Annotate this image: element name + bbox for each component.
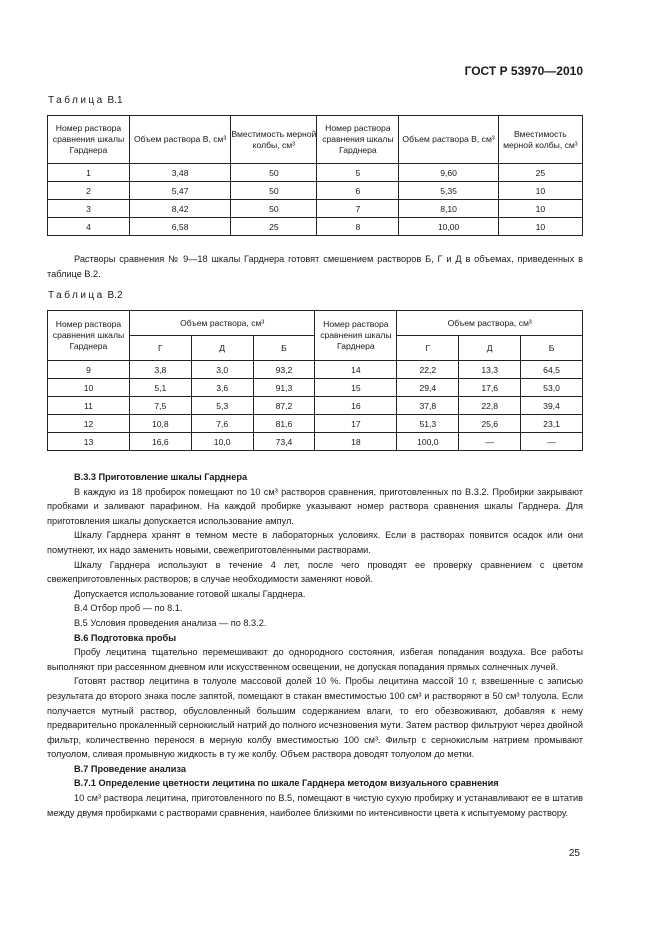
t2-sub-d2: Д [459,336,521,361]
cell: 39,4 [521,397,583,415]
table-row [48,200,583,218]
cell: 16 [315,397,397,415]
page-number: 25 [568,848,580,859]
t1-header-vol: Объем раствора В, см³ [129,116,230,164]
paragraph: Растворы сравнения № 9—18 шкалы Гарднера готовят смешением растворов Б, Г и Д в объемах, приведенных в таблице В.2. [47,254,583,279]
cell: 50 [231,200,317,218]
cell: 9 [48,361,130,379]
cell: 16,6 [129,433,191,451]
cell: 3,48 [129,164,230,182]
cell: 22,2 [397,361,459,379]
paragraph: Шкалу Гарднера используют в течение 4 лет, после чего проводят ее проверку сравнением с цветом свежеприготовленных растворов; в случае необходимости заменяют новой. [47,559,583,585]
t2-header-vol2: Объем раствора, см³ [397,311,583,336]
cell: 10 [498,200,582,218]
t2-sub-d: Д [191,336,253,361]
cell: 18 [315,433,397,451]
table-row [48,415,583,433]
cell: 7,5 [129,397,191,415]
cell: 1 [48,164,130,182]
cell: 73,4 [253,433,315,451]
cell: 22,8 [459,397,521,415]
cell: 23,1 [521,415,583,433]
cell: 100,0 [397,433,459,451]
cell: 5,3 [191,397,253,415]
cell: 10,0 [191,433,253,451]
cell: 91,3 [253,379,315,397]
cell: 5 [317,164,399,182]
cell: 17,6 [459,379,521,397]
cell: 13 [48,433,130,451]
body-text [47,470,583,820]
cell: 93,2 [253,361,315,379]
cell: 10,8 [129,415,191,433]
t2-header-num: Номер раствора сравнения шкалы Гарднера [48,311,130,361]
cell: 10,00 [399,218,498,236]
table1-caption [48,95,123,106]
cell: 5,47 [129,182,230,200]
document-header: ГОСТ Р 53970—2010 [464,64,583,78]
t1-header-num: Номер раствора сравнения шкалы Гарднера [48,116,130,164]
paragraph: Допускается использование готовой шкалы Гарднера. [74,588,306,599]
cell: 25,6 [459,415,521,433]
table-row [48,182,583,200]
cell: 14 [315,361,397,379]
paragraph: В каждую из 18 пробирок помещают по 10 см³ растворов сравнения, приготовленных по В.3.2. Пробирки закрывают пробками и заливают парафином. На каждой пробирке указывают номер раствора сравнения шкалы Гарднера. Для приготовления шкалы допускается использование ампул. [47,486,583,526]
cell: 53,0 [521,379,583,397]
cell: 37,8 [397,397,459,415]
table-row [48,164,583,182]
table1-caption-num: В.1 [107,95,123,106]
paragraph: Шкалу Гарднера хранят в темном месте в лабораторных условиях. Если в растворах появится осадок или они помутнеют, их надо заменить новыми, свежеприготовленными растворами. [47,530,583,555]
paragraph: Готовят раствор лецитина в толуоле массовой долей 10 %. Пробы лецитина массой 10 г, взвешенные с записью результата до второго знака после запятой, помещают в стакан вместимостью 100 см³ и растворяют в 50 см³ толуола. Если получается мутный раствор, обусловленный большим содержанием влаги, то его обезвоживают, добавляя к нему предварительно прокаленный сернокислый натрий до полного исчезновения мути. Затем раствор фильтруют через двойной фильтр, количественно перенося в мерную колбу вместимостью 100 см³. Фильтр с сернокислым натрием промывают толуолом, сливая промывную жидкость в ту же колбу. Объем раствора доводят толуолом до метки. [47,676,583,760]
cell: 8,42 [129,200,230,218]
cell: 50 [231,164,317,182]
cell: 8 [317,218,399,236]
cell: — [521,433,583,451]
cell: 10 [498,182,582,200]
cell: 4 [48,218,130,236]
cell: 3,8 [129,361,191,379]
table2 [47,310,583,451]
cell: 5,35 [399,182,498,200]
cell: 17 [315,415,397,433]
t2-sub-b2: Б [521,336,583,361]
t1-header-flask2: Вместимость мерной колбы, см³ [498,116,582,164]
section-heading: В.6 Подготовка пробы [74,632,177,643]
cell: — [459,433,521,451]
cell: 13,3 [459,361,521,379]
table2-caption-num: В.2 [107,290,123,301]
cell: 10 [48,379,130,397]
cell: 7,6 [191,415,253,433]
cell: 3 [48,200,130,218]
section-heading: В.3.3 Приготовление шкалы Гарднера [74,472,248,482]
paragraph: В.5 Условия проведения анализа — по 8.3.2. [74,617,267,628]
table1-caption-word: Таблица [48,95,105,106]
table-row [48,218,583,236]
cell: 7 [317,200,399,218]
cell: 6 [317,182,399,200]
t2-header-num2: Номер раствора сравнения шкалы Гарднера [315,311,397,361]
cell: 6,58 [129,218,230,236]
t2-sub-g2: Г [397,336,459,361]
cell: 2 [48,182,130,200]
t1-header-num2: Номер раствора сравнения шкалы Гарднера [317,116,399,164]
table-row [48,397,583,415]
cell: 29,4 [397,379,459,397]
table1 [47,115,583,236]
table2-caption [48,290,123,301]
cell: 64,5 [521,361,583,379]
t1-header-vol2: Объем раствора В, см³ [399,116,498,164]
table-row [48,379,583,397]
paragraph: 10 см³ раствора лецитина, приготовленного по В.5, помещают в чистую сухую пробирку и устанавливают ее в штатив между двумя пробирками с растворами сравнения, наиболее близкими по интенсивности цвета к испытуемому раствору. [47,793,583,818]
cell: 3,0 [191,361,253,379]
para-between-tables [47,252,583,281]
table-row [48,433,583,451]
t2-header-vol: Объем раствора, см³ [129,311,314,336]
cell: 50 [231,182,317,200]
cell: 51,3 [397,415,459,433]
cell: 81,6 [253,415,315,433]
cell: 12 [48,415,130,433]
cell: 11 [48,397,130,415]
cell: 10 [498,218,582,236]
cell: 9,60 [399,164,498,182]
paragraph: В.4 Отбор проб — по 8.1. [74,603,183,614]
section-heading: В.7.1 Определение цветности лецитина по шкале Гарднера методом визуального сравнения [74,778,499,789]
t2-sub-g: Г [129,336,191,361]
t1-header-flask: Вместимость мерной колбы, см³ [231,116,317,164]
cell: 8,10 [399,200,498,218]
cell: 25 [231,218,317,236]
cell: 87,2 [253,397,315,415]
cell: 25 [498,164,582,182]
section-heading: В.7 Проведение анализа [74,763,186,774]
paragraph: Пробу лецитина тщательно перемешивают до однородного состояния, избегая попадания воздуха. Все работы выполняют при рассеянном дневном или искусственном освещении, не допуская попадания прямых солнечных лучей. [47,647,583,672]
table-row [48,361,583,379]
table2-caption-word: Таблица [48,290,105,301]
cell: 3,6 [191,379,253,397]
t2-sub-b: Б [253,336,315,361]
cell: 5,1 [129,379,191,397]
cell: 15 [315,379,397,397]
